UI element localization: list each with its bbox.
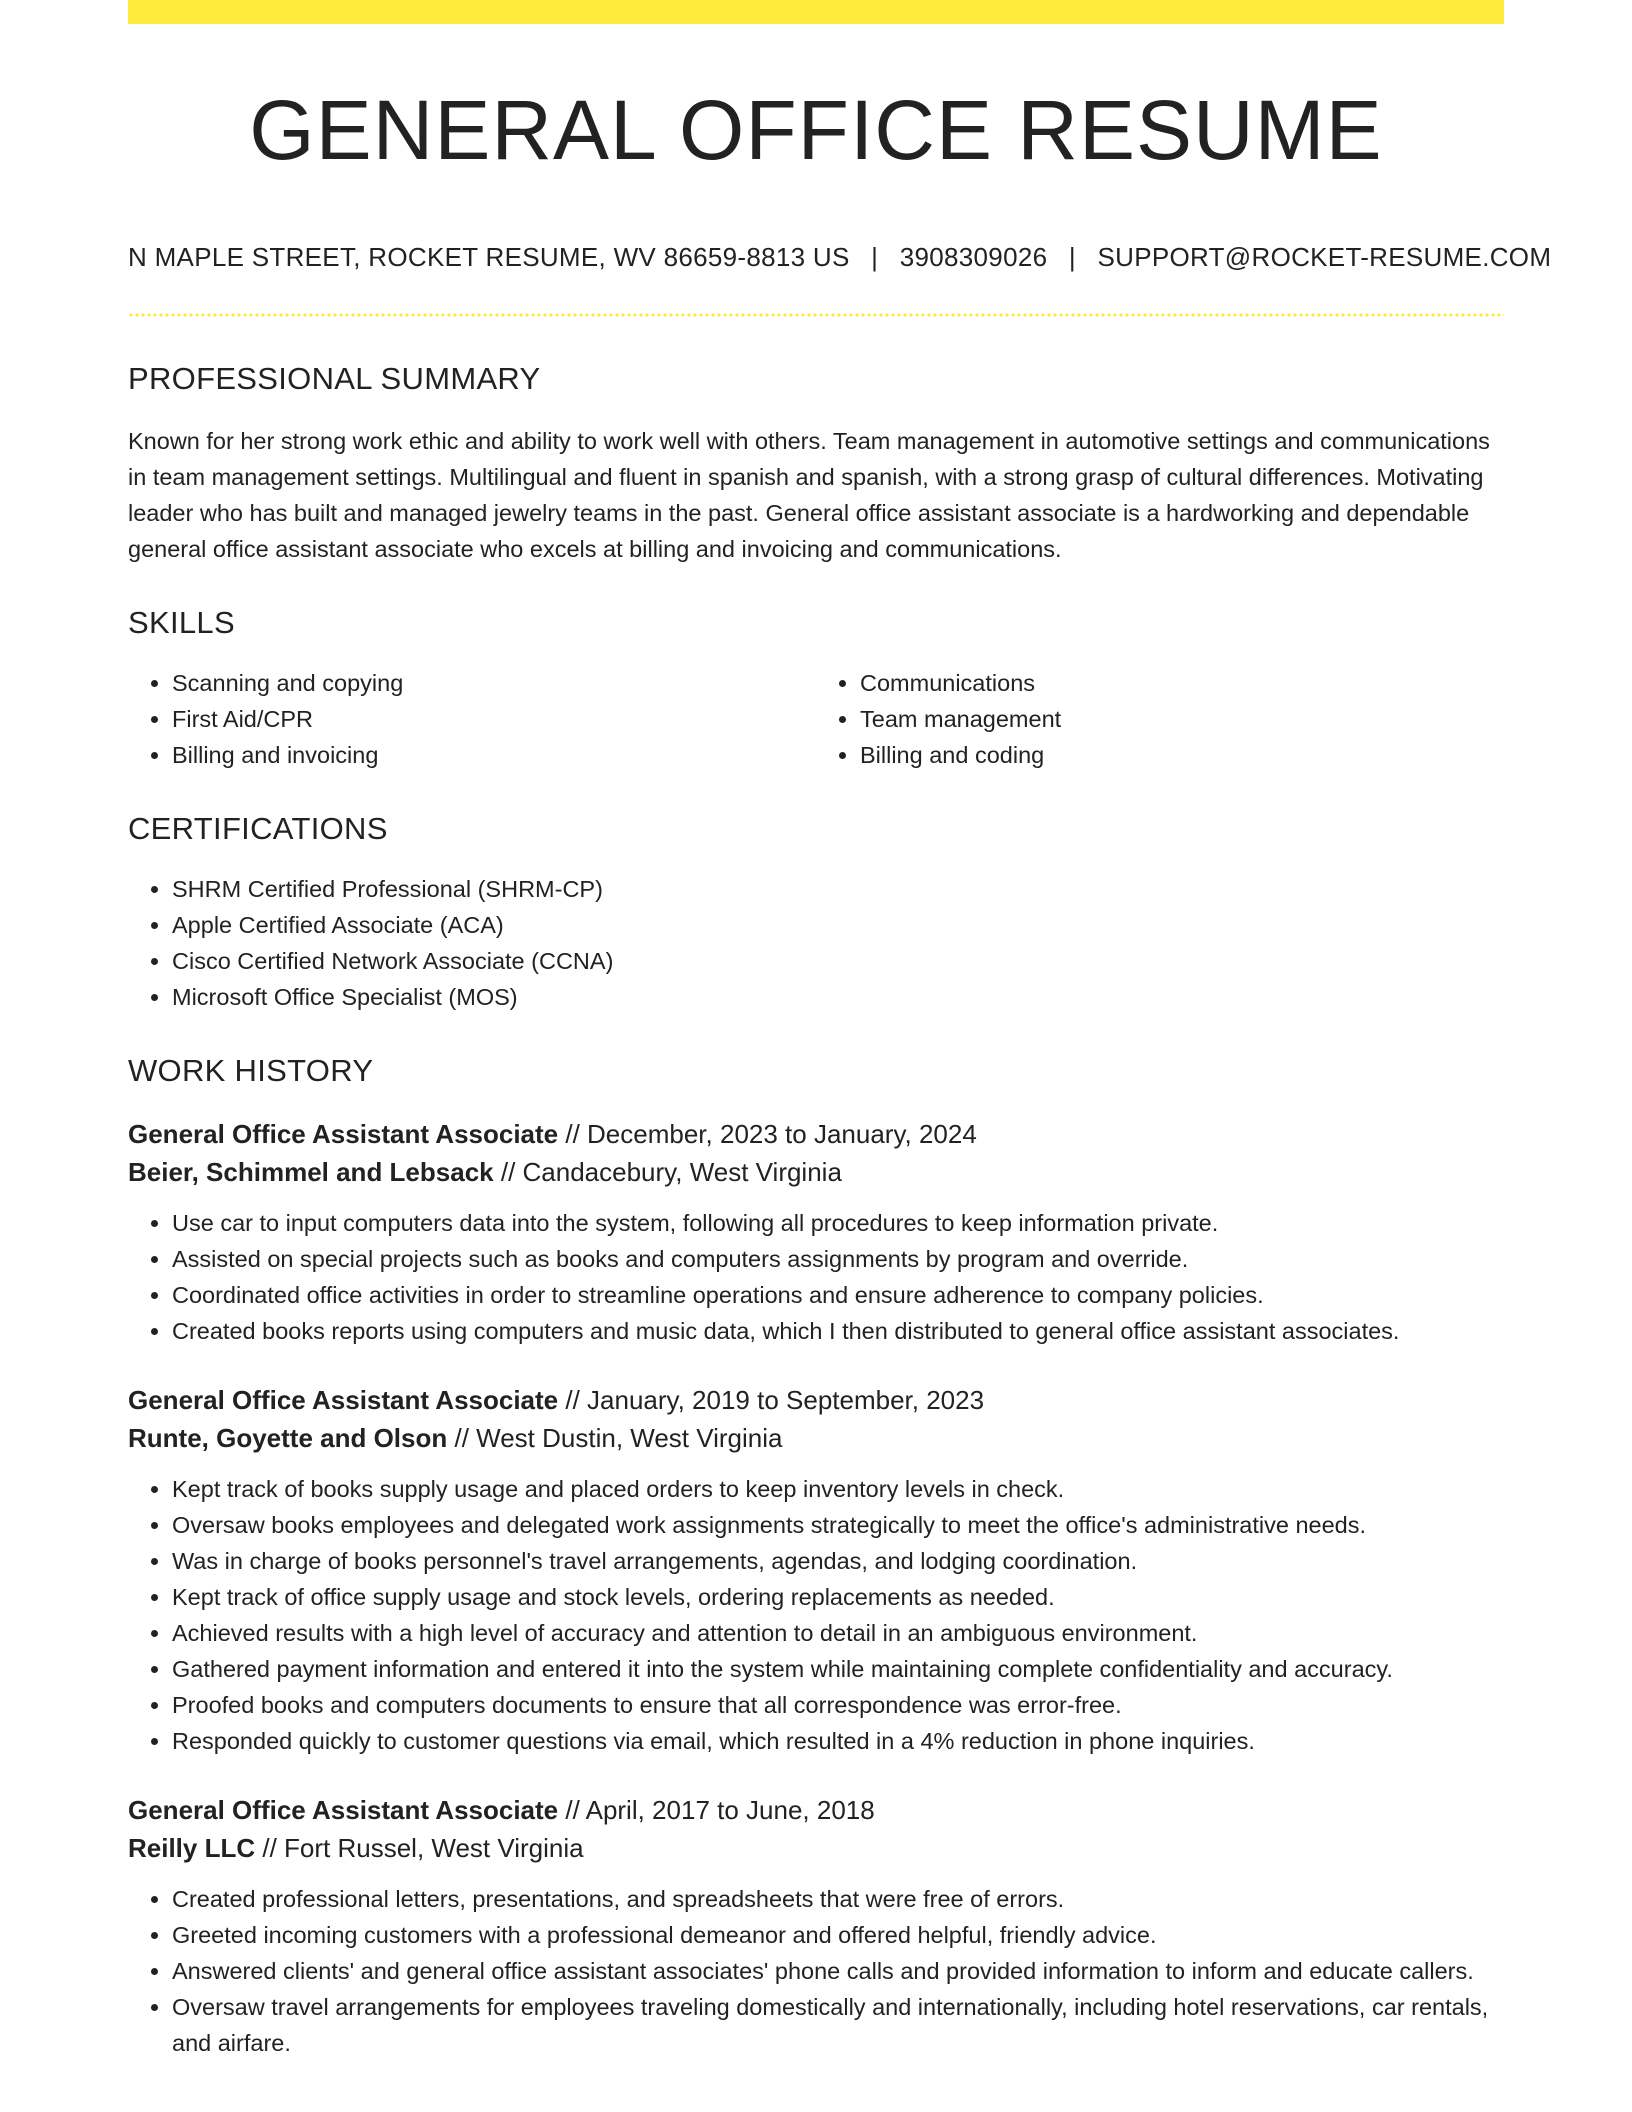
work-history-section xyxy=(128,1053,1504,2061)
dotted-divider xyxy=(128,313,1504,317)
contact-phone: 3908309026 xyxy=(899,242,1048,273)
certification-item: • Apple Certified Associate (ACA) xyxy=(172,907,1504,943)
skill-item: • Billing and coding xyxy=(860,737,1504,773)
skills-columns xyxy=(128,665,1504,773)
job-company: Beier, Schimmel and Lebsack xyxy=(128,1157,494,1188)
job-bullet: • Coordinated office activities in order to streamline operations and ensure adherence to company policies. xyxy=(172,1277,1504,1313)
certification-item: • Microsoft Office Specialist (MOS) xyxy=(172,979,1504,1015)
job-location: // Fort Russel, West Virginia xyxy=(255,1833,584,1864)
job-entry xyxy=(128,1791,1504,2061)
job-bullet: • Kept track of books supply usage and placed orders to keep inventory levels in check. xyxy=(172,1471,1504,1507)
skill-item: • Billing and invoicing xyxy=(172,737,816,773)
job-bullets xyxy=(128,1471,1504,1759)
job-bullet: • Created professional letters, presentations, and spreadsheets that were free of errors. xyxy=(172,1881,1504,1917)
contact-email: SUPPORT@ROCKET-RESUME.COM xyxy=(1097,242,1552,273)
contact-separator: | xyxy=(1068,242,1076,273)
job-bullet: • Answered clients' and general office assistant associates' phone calls and provided information to inform and educate callers. xyxy=(172,1953,1504,1989)
skill-item: • Team management xyxy=(860,701,1504,737)
job-title-line xyxy=(128,1115,1504,1153)
job-dates: // December, 2023 to January, 2024 xyxy=(558,1119,977,1150)
resume-page xyxy=(128,0,1552,2061)
job-bullets xyxy=(128,1881,1504,2061)
job-company-line xyxy=(128,1829,1504,1867)
job-bullets xyxy=(128,1205,1504,1349)
job-entry xyxy=(128,1115,1504,1349)
skills-heading: SKILLS xyxy=(128,605,235,641)
skills-section xyxy=(128,605,1504,773)
top-accent-bar xyxy=(128,0,1504,24)
job-bullet: • Use car to input computers data into the system, following all procedures to keep information private. xyxy=(172,1205,1504,1241)
job-location: // West Dustin, West Virginia xyxy=(447,1423,783,1454)
job-bullet: • Oversaw books employees and delegated work assignments strategically to meet the office's administrative needs. xyxy=(172,1507,1504,1543)
job-bullet: • Oversaw travel arrangements for employees traveling domestically and internationally, including hotel reservations, car rentals, and airfare. xyxy=(172,1989,1504,2061)
job-bullet: • Gathered payment information and entered it into the system while maintaining complete confidentiality and accuracy. xyxy=(172,1651,1504,1687)
summary-heading: PROFESSIONAL SUMMARY xyxy=(128,361,541,397)
job-company: Reilly LLC xyxy=(128,1833,256,1864)
summary-text: Known for her strong work ethic and ability to work well with others. Team management in automotive settings and communications in team management settings. Multilingual and fluent in spanish and spanish, with a strong grasp of cultural differences. Motivating leader who has built and managed jewelry teams in the past. General office assistant associate is a hardworking and dependable general office assistant associate who excels at billing and invoicing and communications. xyxy=(128,428,1490,563)
job-dates: // April, 2017 to June, 2018 xyxy=(558,1795,875,1826)
certification-item: • SHRM Certified Professional (SHRM-CP) xyxy=(172,871,1504,907)
job-title: General Office Assistant Associate xyxy=(128,1385,559,1416)
contact-line xyxy=(128,242,1552,273)
job-title-line xyxy=(128,1381,1504,1419)
skill-item: • Scanning and copying xyxy=(172,665,816,701)
certifications-heading: CERTIFICATIONS xyxy=(128,811,388,847)
job-bullet: • Responded quickly to customer questions via email, which resulted in a 4% reduction in phone inquiries. xyxy=(172,1723,1504,1759)
skills-list-left xyxy=(128,665,816,773)
work-history-heading: WORK HISTORY xyxy=(128,1053,374,1089)
job-bullet: • Created books reports using computers and music data, which I then distributed to general office assistant associates. xyxy=(172,1313,1504,1349)
skills-list-right xyxy=(816,665,1504,773)
job-dates: // January, 2019 to September, 2023 xyxy=(558,1385,985,1416)
certifications-list xyxy=(128,871,1504,1015)
job-company-line xyxy=(128,1153,1504,1191)
job-bullet: • Was in charge of books personnel's travel arrangements, agendas, and lodging coordination. xyxy=(172,1543,1504,1579)
job-bullet: • Proofed books and computers documents to ensure that all correspondence was error-free. xyxy=(172,1687,1504,1723)
certifications-section xyxy=(128,811,1504,1015)
job-location: // Candacebury, West Virginia xyxy=(493,1157,842,1188)
contact-address: N MAPLE STREET, ROCKET RESUME, WV 86659-8813 US xyxy=(128,242,850,273)
job-bullet: • Greeted incoming customers with a professional demeanor and offered helpful, friendly advice. xyxy=(172,1917,1504,1953)
page-title: GENERAL OFFICE RESUME xyxy=(249,83,1383,177)
job-company-line xyxy=(128,1419,1504,1457)
job-title: General Office Assistant Associate xyxy=(128,1795,559,1826)
job-title: General Office Assistant Associate xyxy=(128,1119,559,1150)
job-company: Runte, Goyette and Olson xyxy=(128,1423,448,1454)
job-bullet: • Achieved results with a high level of accuracy and attention to detail in an ambiguous environment. xyxy=(172,1615,1504,1651)
job-title-line xyxy=(128,1791,1504,1829)
job-entry xyxy=(128,1381,1504,1759)
skill-item: • First Aid/CPR xyxy=(172,701,816,737)
job-bullet: • Kept track of office supply usage and stock levels, ordering replacements as needed. xyxy=(172,1579,1504,1615)
certification-item: • Cisco Certified Network Associate (CCNA) xyxy=(172,943,1504,979)
contact-separator: | xyxy=(871,242,879,273)
summary-section xyxy=(128,361,1504,567)
job-bullet: • Assisted on special projects such as books and computers assignments by program and override. xyxy=(172,1241,1504,1277)
skill-item: • Communications xyxy=(860,665,1504,701)
